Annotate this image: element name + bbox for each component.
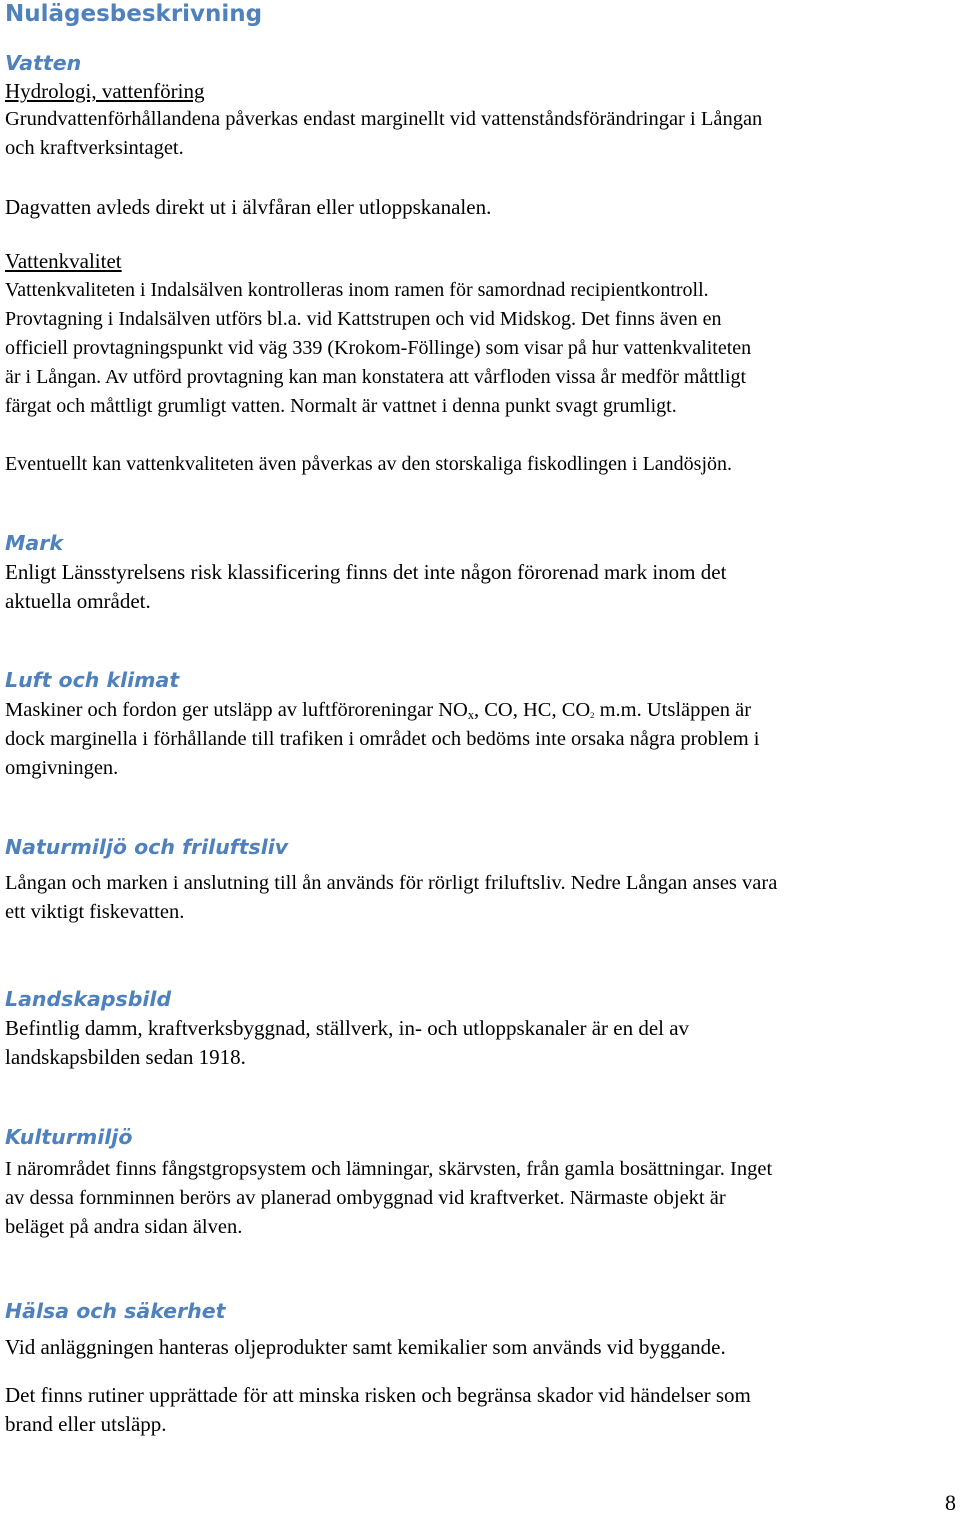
paragraph-rutiner [5, 1381, 751, 1439]
paragraph-luft [5, 696, 759, 783]
paragraph-line: Provtagning i Indalsälven utförs bl.a. vid Kattstrupen och vid Midskog. Det finns även en [5, 308, 722, 330]
paragraph-grundvatten [5, 105, 762, 163]
paragraph-kulturmiljo [5, 1155, 772, 1242]
paragraph-line: Det finns rutiner upprättade för att minska risken och begränsa skador vid händelser som [5, 1383, 751, 1407]
subscript: x [467, 708, 474, 723]
paragraph-line: Långan och marken i anslutning till ån används för rörligt friluftsliv. Nedre Långan anses vara [5, 872, 778, 894]
heading-landskapsbild: Landskapsbild [5, 987, 172, 1011]
heading-vatten: Vatten [5, 51, 82, 75]
paragraph-line: Enligt Länsstyrelsens risk klassificering finns det inte någon förorenad mark inom det [5, 560, 727, 584]
paragraph-line: I närområdet finns fångstgropsystem och lämningar, skärvsten, från gamla bosättningar. Inget [5, 1158, 773, 1180]
paragraph-line: officiell provtagningspunkt vid väg 339 (Krokom-Föllinge) som visar på hur vattenkvaliteten [5, 337, 752, 359]
paragraph-line: dock marginella i förhållande till trafiken i området och bedöms inte orsaka några problem i [5, 728, 760, 750]
text-run: Maskiner och fordon ger utsläpp av luftföroreningar NO [5, 699, 468, 721]
heading-mark: Mark [5, 531, 63, 555]
paragraph-line: aktuella området. [5, 589, 151, 613]
paragraph-line: och kraftverksintaget. [5, 137, 184, 159]
paragraph-line [5, 696, 759, 725]
paragraph-line: omgivningen. [5, 757, 119, 779]
paragraph-line: färgat och måttligt grumligt vatten. Normalt är vattnet i denna punkt svagt grumligt. [5, 395, 677, 417]
page-title: Nulägesbeskrivning [5, 1, 263, 27]
paragraph-dagvatten: Dagvatten avleds direkt ut i älvfåran eller utloppskanalen. [5, 195, 492, 219]
paragraph-line: Befintlig damm, kraftverksbyggnad, ställverk, in- och utloppskanaler är en del av [5, 1016, 690, 1040]
subheading-vattenkvalitet: Vattenkvalitet [5, 249, 122, 273]
paragraph-line: beläget på andra sidan älven. [5, 1216, 243, 1238]
heading-luft-och-klimat: Luft och klimat [5, 668, 180, 692]
paragraph-line: ett viktigt fiskevatten. [5, 901, 185, 923]
subheading-hydrologi: Hydrologi, vattenföring [5, 79, 205, 103]
paragraph-vattenkvalitet [5, 276, 751, 421]
paragraph-naturmiljo [5, 869, 777, 927]
heading-naturmiljo: Naturmiljö och friluftsliv [5, 835, 289, 859]
paragraph-line: Vattenkvaliteten i Indalsälven kontrolleras inom ramen för samordnad recipientkontroll. [5, 279, 709, 301]
text-run: , CO, HC, CO [473, 699, 591, 721]
text-run: m.m. Utsläppen är [594, 699, 752, 721]
paragraph-fiskodling: Eventuellt kan vattenkvaliteten även påverkas av den storskaliga fiskodlingen i Landösjön. [5, 453, 733, 475]
paragraph-oljeprodukter: Vid anläggningen hanteras oljeprodukter samt kemikalier som används vid byggande. [5, 1335, 726, 1359]
page-number: 8 [945, 1490, 956, 1515]
heading-kulturmiljo: Kulturmiljö [5, 1125, 133, 1149]
paragraph-landskapsbild [5, 1014, 689, 1072]
paragraph-line: av dessa fornminnen berörs av planerad ombyggnad vid kraftverket. Närmaste objekt är [5, 1187, 726, 1209]
paragraph-line: är i Långan. Av utförd provtagning kan man konstatera att vårfloden vissa år medför måttligt [5, 366, 747, 388]
heading-halsa-och-sakerhet: Hälsa och säkerhet [5, 1299, 226, 1323]
paragraph-mark [5, 558, 726, 616]
paragraph-line: landskapsbilden sedan 1918. [5, 1045, 246, 1069]
paragraph-line: Grundvattenförhållandena påverkas endast marginellt vid vattenståndsförändringar i Långan [5, 108, 763, 130]
paragraph-line: brand eller utsläpp. [5, 1412, 167, 1436]
subscript: 2 [590, 710, 595, 721]
